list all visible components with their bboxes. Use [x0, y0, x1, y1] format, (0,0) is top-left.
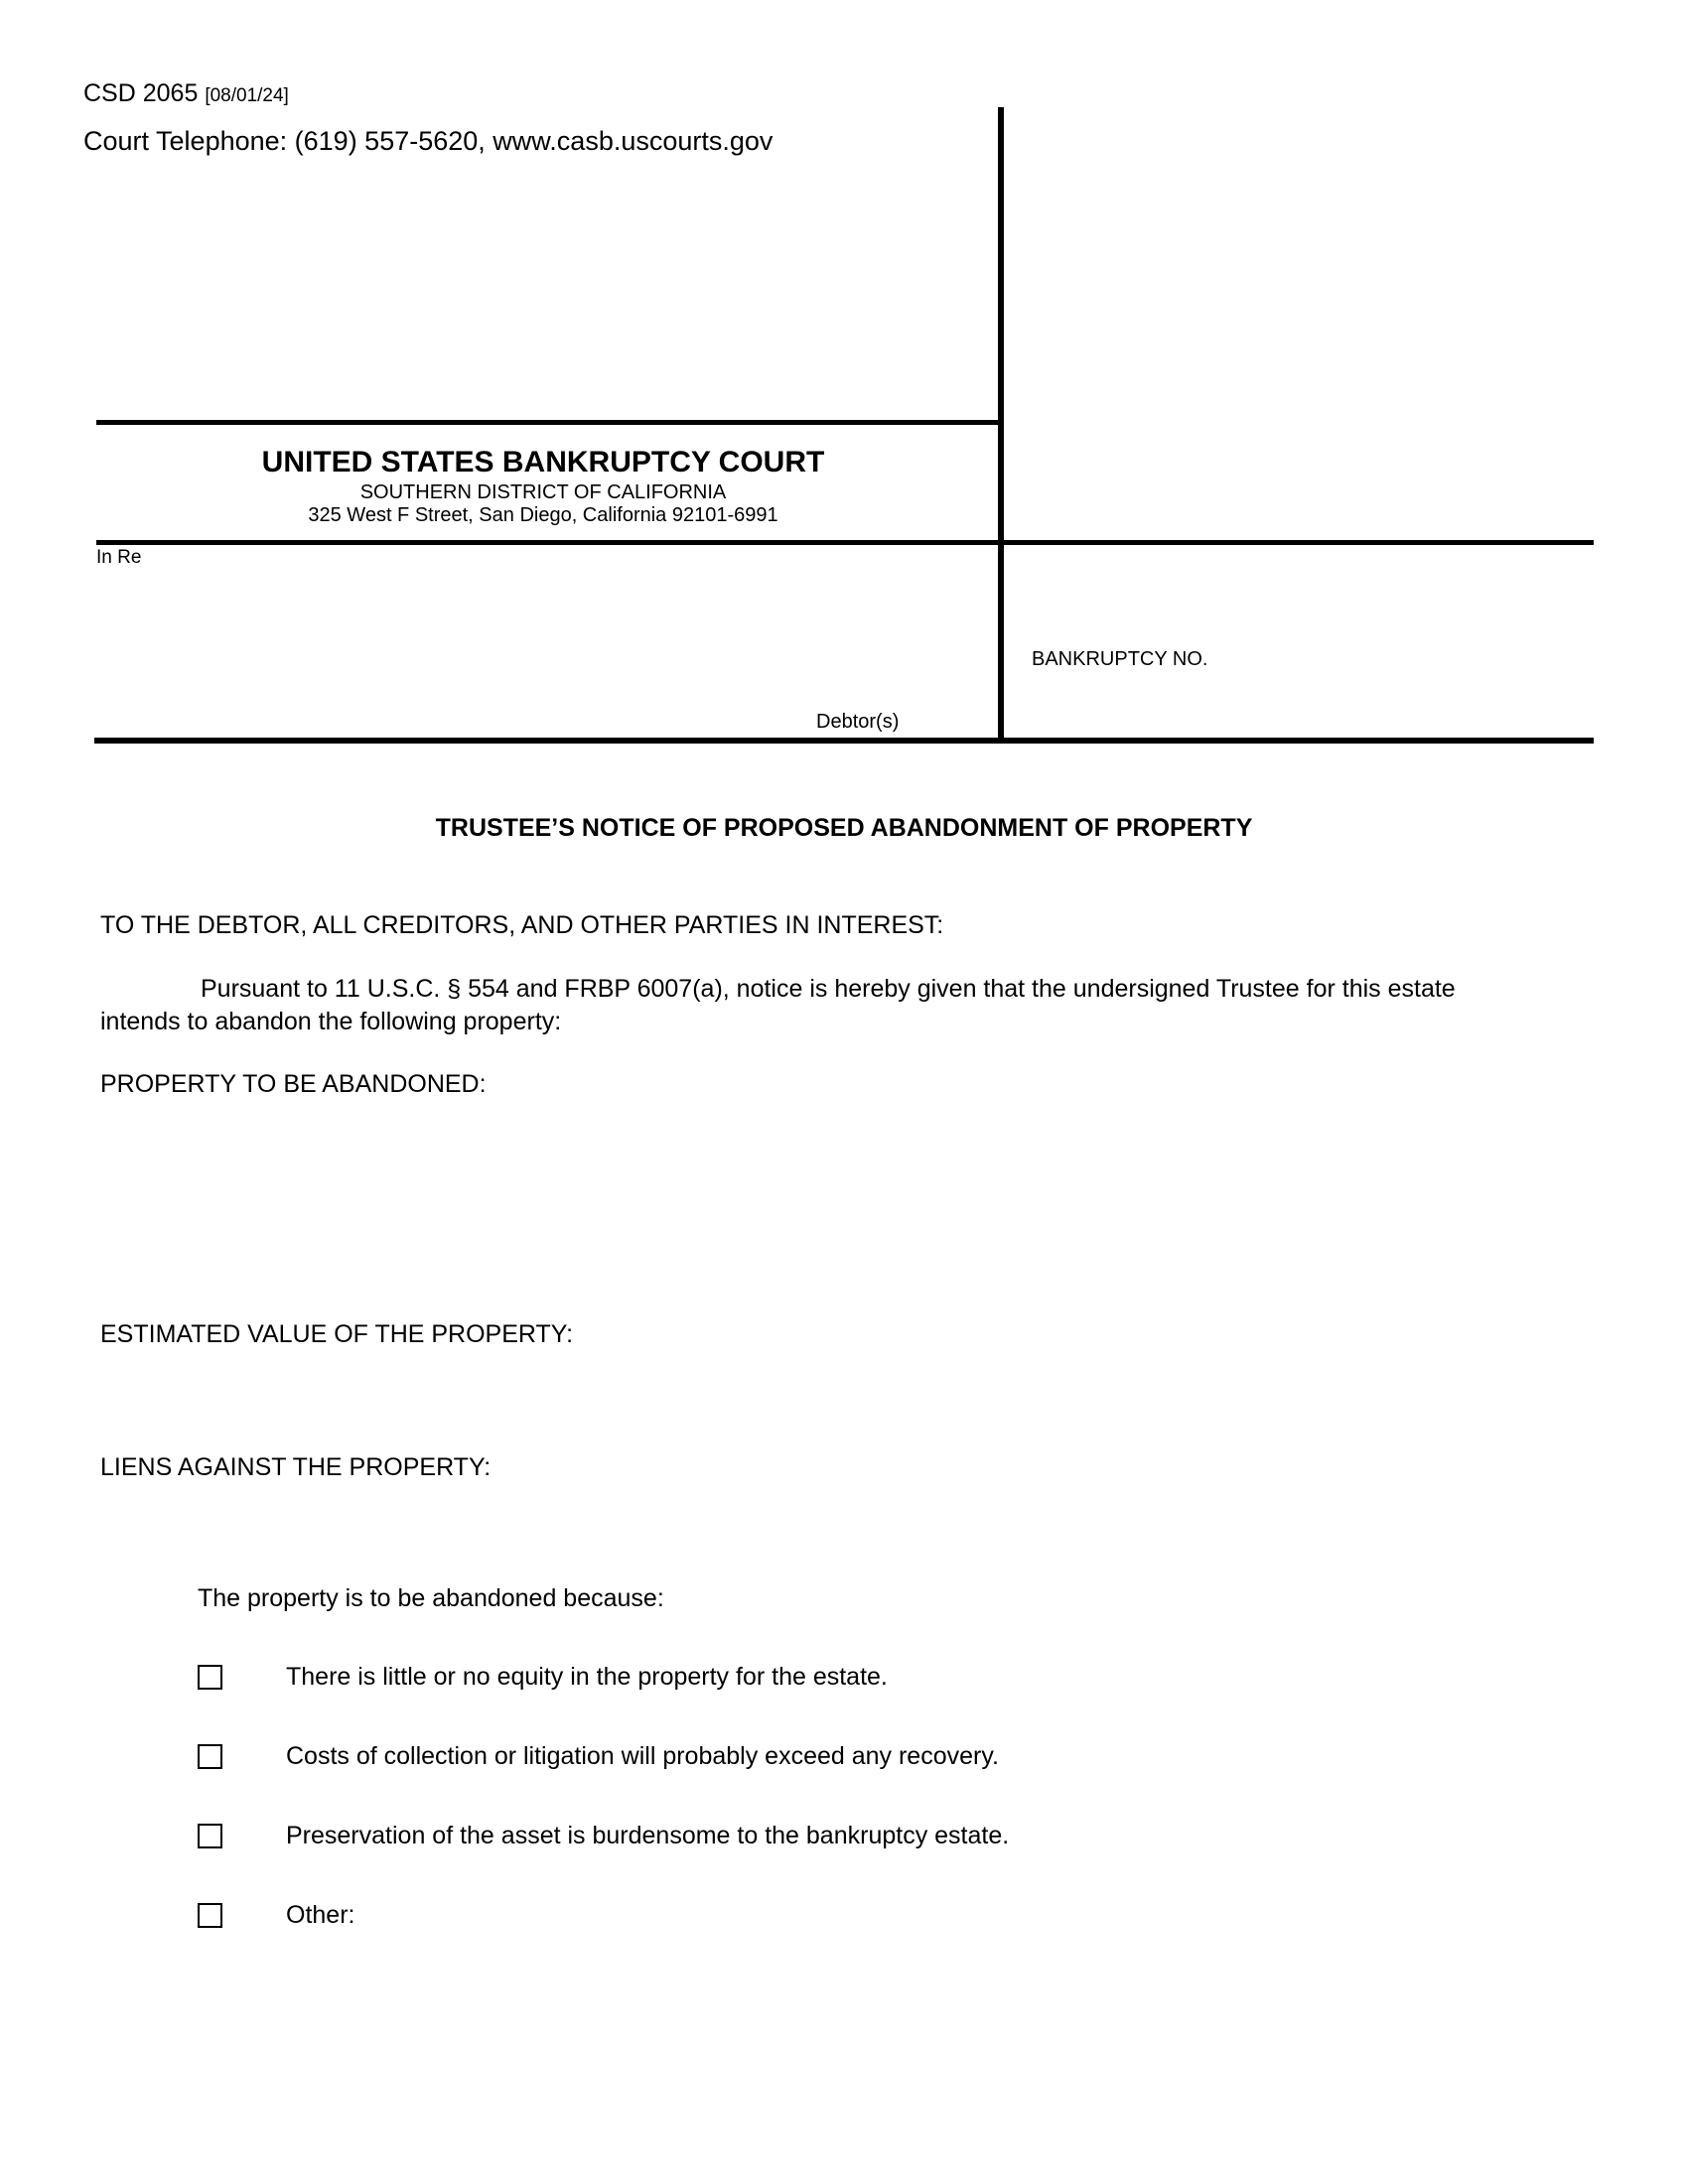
reasons-intro: The property is to be abandoned because: — [198, 1584, 664, 1612]
reason-checkbox-no-equity[interactable] — [198, 1665, 222, 1690]
court-name: UNITED STATES BANKRUPTCY COURT — [261, 446, 825, 478]
reason-label: Preservation of the asset is burdensome to the bankruptcy estate. — [286, 1822, 1010, 1849]
bankruptcy-number-label: BANKRUPTCY NO. — [1032, 648, 1208, 670]
reason-checkbox-costs-exceed[interactable] — [198, 1744, 222, 1769]
reason-label: Other: — [286, 1901, 355, 1929]
debtor-label: Debtor(s) — [816, 711, 900, 733]
reason-label: Costs of collection or litigation will probably exceed any recovery. — [286, 1742, 999, 1770]
form-number — [83, 79, 289, 108]
caption-rule-top — [96, 420, 1001, 425]
court-contact: Court Telephone: (619) 557-5620, www.casb.uscourts.gov — [83, 126, 774, 156]
notice-title: TRUSTEE’S NOTICE OF PROPOSED ABANDONMENT OF PROPERTY — [435, 814, 1253, 842]
in-re-label: In Re — [96, 547, 142, 568]
property-label: PROPERTY TO BE ABANDONED: — [100, 1070, 487, 1098]
reason-checkbox-burdensome[interactable] — [198, 1824, 222, 1848]
court-address: 325 West F Street, San Diego, California 92101-6991 — [308, 504, 778, 526]
estimated-value-label: ESTIMATED VALUE OF THE PROPERTY: — [100, 1320, 574, 1348]
reason-checkbox-other[interactable] — [198, 1903, 222, 1928]
court-district: SOUTHERN DISTRICT OF CALIFORNIA — [359, 481, 727, 503]
addressees-line: TO THE DEBTOR, ALL CREDITORS, AND OTHER PARTIES IN INTEREST: — [100, 911, 944, 939]
caption-rule-middle — [96, 540, 1594, 545]
form-number-text: CSD 2065 — [83, 79, 199, 107]
intro-paragraph: Pursuant to 11 U.S.C. § 554 and FRBP 6007(a), notice is hereby given that the undersigned Trustee for this estate intends to abandon the following property: — [100, 975, 1456, 1035]
caption-rule-bottom — [94, 738, 1594, 744]
liens-label: LIENS AGAINST THE PROPERTY: — [100, 1453, 492, 1481]
form-revision: [08/01/24] — [205, 85, 289, 106]
reason-label: There is little or no equity in the property for the estate. — [286, 1663, 888, 1691]
